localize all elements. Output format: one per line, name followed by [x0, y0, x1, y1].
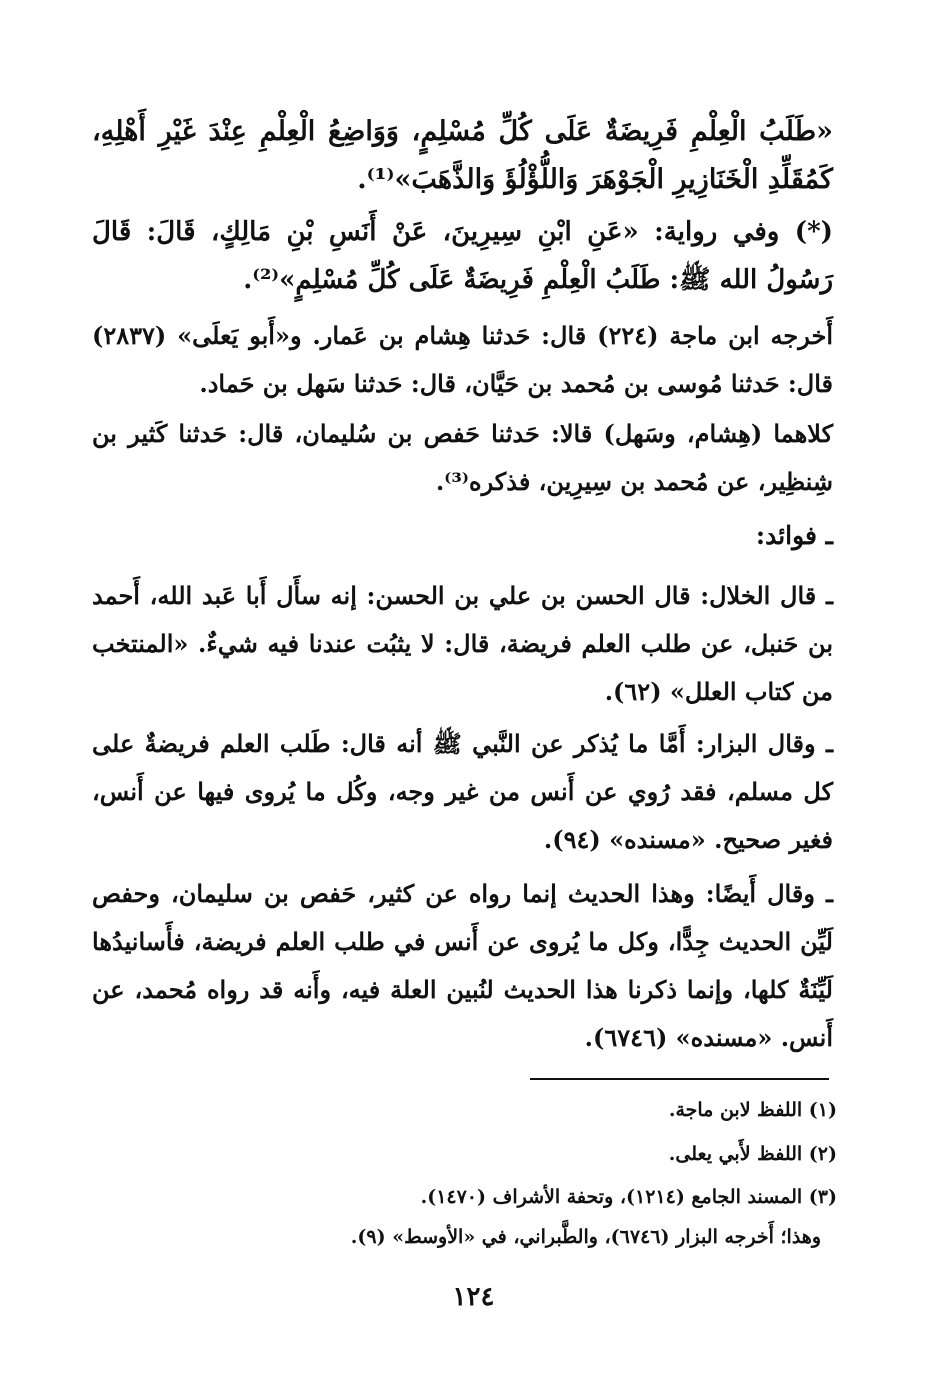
footnote-divider: [530, 1078, 829, 1080]
fawaid-item-bazzar: ـ وقال البزار: أَمَّا ما يُذكر عن النَّبي ﷺ أنه قال: طَلب العلم فريضةٌ على كل مسلم، فقد رُوي عن أَنس من غير وجه، وكُل ما يُروى فيها عن أَنس، فغير صحيح. «مسنده» (٩٤).: [92, 729, 833, 854]
hadith-text: «طَلَبُ الْعِلْمِ فَرِيضَةٌ عَلَى كُلِّ مُسْلِمٍ، وَوَاضِعُ الْعِلْمِ عِنْدَ غَيْرِ أَهْلِهِ، كَمُقَلِّدِ الْخَنَازِيرِ الْجَوْهَرَ وَاللُّؤْلُؤَ وَالذَّهَبَ»⁽¹⁾.: [92, 116, 833, 195]
fawaid-item-khallal: ـ قال الخلال: قال الحسن بن علي بن الحسن: إنه سأَل أَبا عَبد الله، أَحمد بن حَنبل، عن طلب العلم فريضة، قال: لا يثبُت عندنا فيه شيءٌ. «المنتخب من كتاب العلل» (٦٢).: [92, 581, 833, 706]
takhrij-paragraph-2: كلاهما (هِشام، وسَهل) قالا: حَدثنا حَفص بن سُليمان، قال: حَدثنا كَثير بن شِنظِير، عن مُحمد بن سِيرِين، فذكره⁽³⁾.: [92, 419, 833, 496]
footnote-3: (٣) المسند الجامع (١٢١٤)، وتحفة الأشراف (١٤٧٠).: [420, 1186, 837, 1208]
footnote-1: (١) اللفظ لابن ماجة.: [668, 1099, 837, 1121]
footnote-3-continuation: وهذا؛ أَخرجه البزار (٦٧٤٦)، والطَّبراني، في «الأوسط» (٩).: [350, 1226, 821, 1248]
footnote-2: (٢) اللفظ لأَبي يعلى.: [668, 1143, 837, 1165]
fawaid-item-bazzar-2: ـ وقال أَيضًا: وهذا الحديث إنما رواه عن كثير، حَفص بن سليمان، وحفص لَيِّن الحديث جِدًّا، وكل ما يُروى عن أَنس في طلب العلم فريضة، فأَسانيدُها لَيِّنَةٌ كلها، وإنما ذكرنا هذا الحديث لنُبين العلة فيه، وأَنه قد رواه مُحمد، عن أَنس. «مسنده» (٦٧٤٦).: [92, 879, 833, 1052]
fawaid-heading: ـ فوائد:: [755, 521, 833, 550]
page-number: ١٢٤: [452, 1282, 495, 1312]
riwaya-text: (*) وفي رواية: «عَنِ ابْنِ سِيرِينَ، عَنْ أَنَسِ بْنِ مَالِكٍ، قَالَ: قَالَ رَسُولُ الله ﷺ: طَلَبُ الْعِلْمِ فَرِيضَةٌ عَلَى كُلِّ مُسْلِمٍ»⁽²⁾.: [92, 217, 833, 295]
takhrij-paragraph-1: أَخرجه ابن ماجة (٢٢٤) قال: حَدثنا هِشام بن عَمار. و«أَبو يَعلَى» (٢٨٣٧) قال: حَدثنا مُوسى بن مُحمد بن حَيَّان، قال: حَدثنا سَهل بن حَماد.: [92, 321, 833, 398]
